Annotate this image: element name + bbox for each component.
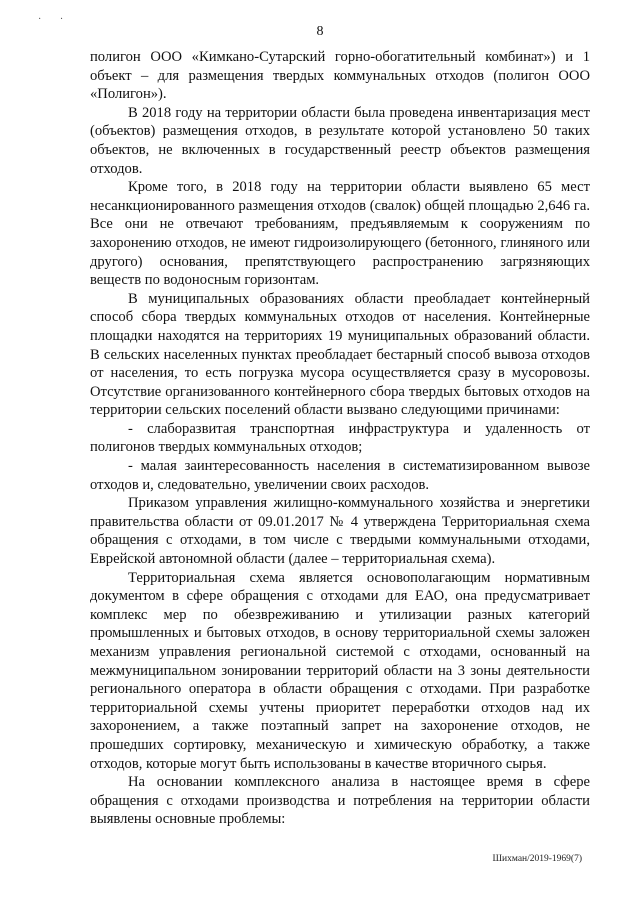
list-item-interest: - малая заинтересованность населения в систематизированном вывозе отходов и, следовательно, увеличении своих расходов. <box>90 458 590 493</box>
paragraph-container-collection: В муниципальных образованиях области преобладает контейнерный способ сбора твердых коммунальных отходов от населения. Контейнерные площадки находятся на территориях 19 муниципальных образований области. В сельских населенных пунктах преобладает бестарный способ вывоза отходов от населения, то есть погрузка мусора осуществляется сразу в мусоровозы. Отсутствие организованного контейнерного сбора твердых бытовых отходов на территории сельских поселений области вызвано следующими причинами: <box>90 290 590 419</box>
document-code: Шихман/2019-1969(7) <box>492 854 582 864</box>
paragraph-order: Приказом управления жилищно-коммунального хозяйства и энергетики правительства области от 09.01.2017 № 4 утверждена Территориальная схема обращения с отходами, в том числе с твердыми коммунальными отходами, Еврейской автономной области (далее – территориальная схема). <box>90 495 590 568</box>
paragraph-continuation: полигон ООО «Кимкано-Сутарский горно-обогатительный комбинат») и 1 объект – для размещения твердых коммунальных отходов (полигон ООО «Полигон»). <box>90 49 590 103</box>
body-text <box>90 48 590 829</box>
list-item-infrastructure: - слаборазвитая транспортная инфраструктура и удаленность от полигонов твердых коммунальных отходов; <box>90 420 590 456</box>
paragraph-inventory: В 2018 году на территории области была проведена инвентаризация мест (объектов) размещения отходов, в результате которой установлено 50 таких объектов, не включенных в государственный реестр объектов размещения отходов. <box>90 104 590 177</box>
paragraph-territorial-scheme: Территориальная схема является основополагающим нормативным документом в сфере обращения с отходами для ЕАО, она предусматривает комплекс мер по обезвреживанию и утилизации разных категорий промышленных и бытовых отходов, в основу территориальной схемы заложен механизм управления региональной системой с отходами, основанный на межмуниципальном зонировании территорий области на 3 зоны деятельности регионального оператора в области обращения с отходами. При разработке территориальной схемы учтены приоритет переработки отходов над их захоронением, а также поэтапный запрет на захоронение отходов, не прошедших сортировку, механическую и химическую обработку, а также отходов, которые могут быть использованы в качестве вторичного сырья. <box>90 569 590 772</box>
paragraph-illegal-dumps: Кроме того, в 2018 году на территории области выявлено 65 мест несанкционированного размещения отходов (свалок) общей площадью 2,646 га. Все они не отвечают требованиям, предъявляемым к сооружениям по захоронению отходов, не имеют гидроизолирующего (бетонного, глиняного или другого) основания, препятствующего распространению загрязняющих веществ по водоносным горизонтам. <box>90 179 590 289</box>
paragraph-problems-intro: На основании комплексного анализа в настоящее время в сфере обращения с отходами производства и потребления на территории области выявлены основные проблемы: <box>90 774 590 828</box>
page-number: 8 <box>316 24 324 39</box>
scan-marks: · · <box>38 14 72 25</box>
